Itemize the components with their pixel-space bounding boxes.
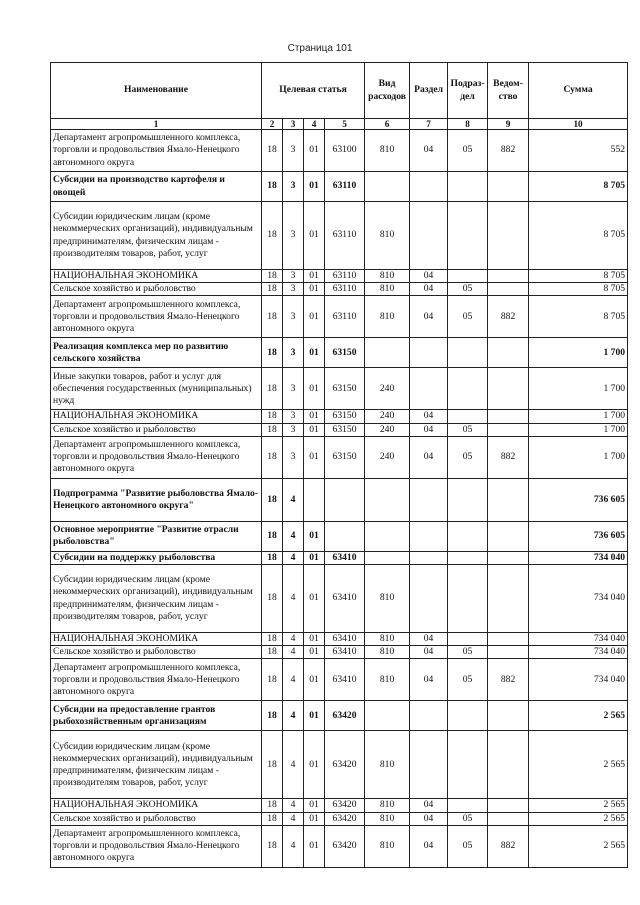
section-cell: 04 [410, 436, 448, 478]
expense-type-cell [365, 172, 410, 202]
table-row [51, 130, 628, 172]
table-row [51, 646, 628, 659]
section-cell [410, 565, 448, 633]
target-article-part: 01 [304, 799, 325, 812]
target-article-part: 18 [262, 130, 283, 172]
column-number: 7 [410, 119, 448, 130]
table-row [51, 701, 628, 731]
table-row [51, 659, 628, 701]
target-article-code: 63110 [325, 270, 365, 283]
table-row [51, 172, 628, 202]
table-row [51, 799, 628, 812]
section-cell: 04 [410, 633, 448, 646]
table-row [51, 270, 628, 283]
target-article-part: 3 [283, 270, 304, 283]
table-row [51, 423, 628, 436]
target-article-part: 3 [283, 172, 304, 202]
department-cell: 882 [488, 296, 529, 338]
expense-type-cell: 810 [365, 646, 410, 659]
row-name: Субсидии юридическим лицам (кроме некоммерческих организаций), индивидуальным предпринимателям, физическим лицам - производителям товаров, работ, услуг [51, 731, 262, 799]
target-article-part: 01 [304, 270, 325, 283]
section-cell: 04 [410, 659, 448, 701]
table-row [51, 436, 628, 478]
expense-type-cell: 810 [365, 731, 410, 799]
target-article-part: 18 [262, 646, 283, 659]
row-name: Департамент агропромышленного комплекса, торговли и продовольствия Ямало-Ненецкого автономного округа [51, 130, 262, 172]
sum-cell: 2 565 [529, 799, 628, 812]
table-body [51, 130, 628, 868]
row-name: Сельское хозяйство и рыболовство [51, 283, 262, 296]
row-name: Сельское хозяйство и рыболовство [51, 646, 262, 659]
target-article-part: 01 [304, 296, 325, 338]
department-cell [488, 701, 529, 731]
department-cell: 882 [488, 436, 529, 478]
expense-type-cell [365, 701, 410, 731]
department-cell [488, 633, 529, 646]
department-cell: 882 [488, 825, 529, 867]
column-number: 3 [283, 119, 304, 130]
target-article-part: 4 [283, 731, 304, 799]
sum-cell: 734 040 [529, 633, 628, 646]
table-row [51, 812, 628, 825]
subsection-cell [448, 338, 488, 368]
row-name: Иные закупки товаров, работ и услуг для обеспечения государственных (муниципальных) нужд [51, 368, 262, 410]
target-article-part: 01 [304, 436, 325, 478]
expense-type-cell [365, 551, 410, 564]
subsection-cell [448, 633, 488, 646]
target-article-code: 63420 [325, 701, 365, 731]
table-row [51, 202, 628, 270]
sum-cell: 1 700 [529, 368, 628, 410]
table-row [51, 410, 628, 423]
target-article-code: 63150 [325, 368, 365, 410]
section-cell: 04 [410, 296, 448, 338]
target-article-code: 63410 [325, 633, 365, 646]
table-row [51, 825, 628, 867]
sum-cell: 736 605 [529, 521, 628, 551]
row-name: Субсидии на предоставление грантов рыбохозяйственным организациям [51, 701, 262, 731]
target-article-code: 63150 [325, 423, 365, 436]
target-article-part: 18 [262, 338, 283, 368]
section-cell [410, 172, 448, 202]
target-article-part: 01 [304, 130, 325, 172]
row-name: НАЦИОНАЛЬНАЯ ЭКОНОМИКА [51, 410, 262, 423]
header-section: Раздел [410, 63, 448, 119]
header-sum: Сумма [529, 63, 628, 119]
section-cell [410, 521, 448, 551]
target-article-code: 63100 [325, 130, 365, 172]
sum-cell: 8 705 [529, 202, 628, 270]
department-cell [488, 368, 529, 410]
header-target-article: Целевая статья [262, 63, 365, 119]
target-article-part: 4 [283, 551, 304, 564]
target-article-part [304, 478, 325, 521]
row-name: Департамент агропромышленного комплекса, торговли и продовольствия Ямало-Ненецкого автономного округа [51, 436, 262, 478]
target-article-part: 01 [304, 646, 325, 659]
target-article-part: 01 [304, 172, 325, 202]
department-cell [488, 423, 529, 436]
department-cell [488, 338, 529, 368]
column-number: 8 [448, 119, 488, 130]
target-article-part: 01 [304, 521, 325, 551]
table-row [51, 283, 628, 296]
section-cell [410, 368, 448, 410]
target-article-part: 18 [262, 423, 283, 436]
department-cell [488, 478, 529, 521]
target-article-part: 18 [262, 410, 283, 423]
target-article-part: 18 [262, 172, 283, 202]
sum-cell: 734 040 [529, 646, 628, 659]
target-article-code: 63110 [325, 202, 365, 270]
sum-cell: 8 705 [529, 283, 628, 296]
target-article-code: 63110 [325, 283, 365, 296]
target-article-code [325, 478, 365, 521]
target-article-part: 01 [304, 283, 325, 296]
target-article-part: 18 [262, 551, 283, 564]
department-cell [488, 172, 529, 202]
target-article-part: 18 [262, 731, 283, 799]
subsection-cell [448, 410, 488, 423]
section-cell: 04 [410, 270, 448, 283]
target-article-part: 4 [283, 521, 304, 551]
target-article-part: 18 [262, 436, 283, 478]
target-article-part: 01 [304, 659, 325, 701]
section-cell: 04 [410, 799, 448, 812]
target-article-part: 4 [283, 659, 304, 701]
row-name: Подпрограмма "Развитие рыболовства Ямало-Ненецкого автономного округа" [51, 478, 262, 521]
department-cell [488, 731, 529, 799]
target-article-code: 63150 [325, 338, 365, 368]
row-name: Реализация комплекса мер по развитию сельского хозяйства [51, 338, 262, 368]
target-article-part: 4 [283, 633, 304, 646]
target-article-part: 01 [304, 410, 325, 423]
subsection-cell [448, 202, 488, 270]
row-name: Департамент агропромышленного комплекса, торговли и продовольствия Ямало-Ненецкого автономного округа [51, 296, 262, 338]
subsection-cell: 05 [448, 436, 488, 478]
column-number: 5 [325, 119, 365, 130]
expense-type-cell: 810 [365, 130, 410, 172]
section-cell [410, 202, 448, 270]
target-article-part: 01 [304, 812, 325, 825]
row-name: Субсидии юридическим лицам (кроме некоммерческих организаций), индивидуальным предпринимателям, физическим лицам - производителям товаров, работ, услуг [51, 202, 262, 270]
expense-type-cell: 240 [365, 436, 410, 478]
target-article-code: 63110 [325, 296, 365, 338]
target-article-part: 18 [262, 812, 283, 825]
target-article-part: 18 [262, 825, 283, 867]
target-article-code: 63420 [325, 812, 365, 825]
row-name: Субсидии на поддержку рыболовства [51, 551, 262, 564]
sum-cell: 1 700 [529, 436, 628, 478]
target-article-part: 18 [262, 478, 283, 521]
sum-cell: 736 605 [529, 478, 628, 521]
target-article-part: 4 [283, 478, 304, 521]
target-article-part: 18 [262, 521, 283, 551]
target-article-part: 18 [262, 296, 283, 338]
table-row [51, 296, 628, 338]
header-subsection: Подраз-дел [448, 63, 488, 119]
sum-cell: 2 565 [529, 825, 628, 867]
column-number-row [51, 119, 628, 130]
expense-type-cell: 810 [365, 202, 410, 270]
sum-cell: 8 705 [529, 270, 628, 283]
row-name: НАЦИОНАЛЬНАЯ ЭКОНОМИКА [51, 270, 262, 283]
target-article-part: 01 [304, 368, 325, 410]
department-cell [488, 410, 529, 423]
section-cell: 04 [410, 812, 448, 825]
department-cell [488, 799, 529, 812]
section-cell: 04 [410, 423, 448, 436]
section-cell: 04 [410, 410, 448, 423]
row-name: Субсидии на производство картофеля и овощей [51, 172, 262, 202]
expense-type-cell [365, 521, 410, 551]
target-article-part: 3 [283, 130, 304, 172]
department-cell: 882 [488, 130, 529, 172]
target-article-part: 3 [283, 283, 304, 296]
column-number: 10 [529, 119, 628, 130]
section-cell [410, 551, 448, 564]
target-article-part: 4 [283, 565, 304, 633]
target-article-part: 18 [262, 270, 283, 283]
row-name: Основное мероприятие "Развитие отрасли рыболовства" [51, 521, 262, 551]
target-article-part: 18 [262, 633, 283, 646]
target-article-part: 18 [262, 799, 283, 812]
target-article-part: 01 [304, 731, 325, 799]
table-row [51, 338, 628, 368]
subsection-cell [448, 172, 488, 202]
target-article-code: 63410 [325, 565, 365, 633]
subsection-cell: 05 [448, 423, 488, 436]
expense-type-cell: 810 [365, 799, 410, 812]
sum-cell: 8 705 [529, 296, 628, 338]
expense-type-cell: 810 [365, 812, 410, 825]
subsection-cell: 05 [448, 659, 488, 701]
section-cell [410, 478, 448, 521]
expense-type-cell: 810 [365, 296, 410, 338]
subsection-cell [448, 368, 488, 410]
target-article-part: 3 [283, 202, 304, 270]
department-cell [488, 202, 529, 270]
table-row [51, 633, 628, 646]
expense-type-cell: 240 [365, 410, 410, 423]
target-article-part: 18 [262, 202, 283, 270]
department-cell [488, 812, 529, 825]
subsection-cell: 05 [448, 812, 488, 825]
table-row [51, 478, 628, 521]
target-article-part: 18 [262, 565, 283, 633]
section-cell: 04 [410, 825, 448, 867]
section-cell [410, 731, 448, 799]
row-name: НАЦИОНАЛЬНАЯ ЭКОНОМИКА [51, 633, 262, 646]
table-row [51, 565, 628, 633]
sum-cell: 8 705 [529, 172, 628, 202]
target-article-code: 63410 [325, 646, 365, 659]
target-article-code: 63420 [325, 731, 365, 799]
target-article-part: 3 [283, 423, 304, 436]
target-article-code: 63110 [325, 172, 365, 202]
row-name: Сельское хозяйство и рыболовство [51, 423, 262, 436]
target-article-code: 63420 [325, 825, 365, 867]
department-cell [488, 521, 529, 551]
subsection-cell: 05 [448, 646, 488, 659]
row-name: Департамент агропромышленного комплекса, торговли и продовольствия Ямало-Ненецкого автономного округа [51, 659, 262, 701]
expense-type-cell: 810 [365, 283, 410, 296]
expense-type-cell [365, 338, 410, 368]
target-article-part: 01 [304, 202, 325, 270]
sum-cell: 2 565 [529, 812, 628, 825]
sum-cell: 734 040 [529, 551, 628, 564]
subsection-cell [448, 731, 488, 799]
header-expense-type: Вид расходов [365, 63, 410, 119]
target-article-part: 01 [304, 423, 325, 436]
expense-type-cell [365, 478, 410, 521]
sum-cell: 734 040 [529, 565, 628, 633]
table-row [51, 551, 628, 564]
section-cell [410, 701, 448, 731]
target-article-part: 3 [283, 338, 304, 368]
target-article-part: 3 [283, 410, 304, 423]
target-article-part: 4 [283, 812, 304, 825]
target-article-part: 4 [283, 825, 304, 867]
column-number: 2 [262, 119, 283, 130]
expense-type-cell: 240 [365, 423, 410, 436]
target-article-part: 01 [304, 633, 325, 646]
header-name: Наименование [51, 63, 262, 119]
target-article-code [325, 521, 365, 551]
row-name: НАЦИОНАЛЬНАЯ ЭКОНОМИКА [51, 799, 262, 812]
target-article-part: 18 [262, 659, 283, 701]
section-cell: 04 [410, 283, 448, 296]
expense-type-cell: 810 [365, 633, 410, 646]
column-number: 1 [51, 119, 262, 130]
table-row [51, 368, 628, 410]
subsection-cell: 05 [448, 283, 488, 296]
column-number: 6 [365, 119, 410, 130]
target-article-code: 63420 [325, 799, 365, 812]
sum-cell: 734 040 [529, 659, 628, 701]
subsection-cell [448, 799, 488, 812]
department-cell: 882 [488, 659, 529, 701]
column-number: 9 [488, 119, 529, 130]
expense-type-cell: 240 [365, 368, 410, 410]
table-row [51, 731, 628, 799]
target-article-code: 63410 [325, 659, 365, 701]
target-article-part: 01 [304, 825, 325, 867]
budget-table [50, 62, 628, 868]
sum-cell: 1 700 [529, 423, 628, 436]
header-department: Ведом-ство [488, 63, 529, 119]
subsection-cell: 05 [448, 130, 488, 172]
target-article-part: 01 [304, 701, 325, 731]
target-article-part: 4 [283, 799, 304, 812]
column-number: 4 [304, 119, 325, 130]
department-cell [488, 646, 529, 659]
target-article-part: 3 [283, 296, 304, 338]
table-row [51, 521, 628, 551]
target-article-part: 18 [262, 368, 283, 410]
section-cell: 04 [410, 646, 448, 659]
target-article-part: 4 [283, 646, 304, 659]
sum-cell: 552 [529, 130, 628, 172]
row-name: Сельское хозяйство и рыболовство [51, 812, 262, 825]
department-cell [488, 551, 529, 564]
section-cell: 04 [410, 130, 448, 172]
row-name: Департамент агропромышленного комплекса, торговли и продовольствия Ямало-Ненецкого автономного округа [51, 825, 262, 867]
expense-type-cell: 810 [365, 565, 410, 633]
target-article-part: 18 [262, 701, 283, 731]
expense-type-cell: 810 [365, 659, 410, 701]
section-cell [410, 338, 448, 368]
target-article-part: 3 [283, 368, 304, 410]
department-cell [488, 565, 529, 633]
target-article-part: 4 [283, 701, 304, 731]
subsection-cell [448, 270, 488, 283]
row-name: Субсидии юридическим лицам (кроме некоммерческих организаций), индивидуальным предпринимателям, физическим лицам - производителям товаров, работ, услуг [51, 565, 262, 633]
page-number: Страница 101 [287, 43, 353, 54]
subsection-cell [448, 701, 488, 731]
target-article-part: 01 [304, 565, 325, 633]
expense-type-cell: 810 [365, 825, 410, 867]
target-article-part: 18 [262, 283, 283, 296]
subsection-cell [448, 478, 488, 521]
subsection-cell [448, 521, 488, 551]
subsection-cell [448, 565, 488, 633]
sum-cell: 2 565 [529, 731, 628, 799]
expense-type-cell: 810 [365, 270, 410, 283]
subsection-cell: 05 [448, 825, 488, 867]
target-article-code: 63150 [325, 436, 365, 478]
target-article-code: 63410 [325, 551, 365, 564]
sum-cell: 1 700 [529, 410, 628, 423]
subsection-cell [448, 551, 488, 564]
department-cell [488, 270, 529, 283]
target-article-part: 01 [304, 338, 325, 368]
department-cell [488, 283, 529, 296]
sum-cell: 2 565 [529, 701, 628, 731]
sum-cell: 1 700 [529, 338, 628, 368]
target-article-part: 3 [283, 436, 304, 478]
header-row [51, 63, 628, 119]
subsection-cell: 05 [448, 296, 488, 338]
target-article-code: 63150 [325, 410, 365, 423]
target-article-part: 01 [304, 551, 325, 564]
